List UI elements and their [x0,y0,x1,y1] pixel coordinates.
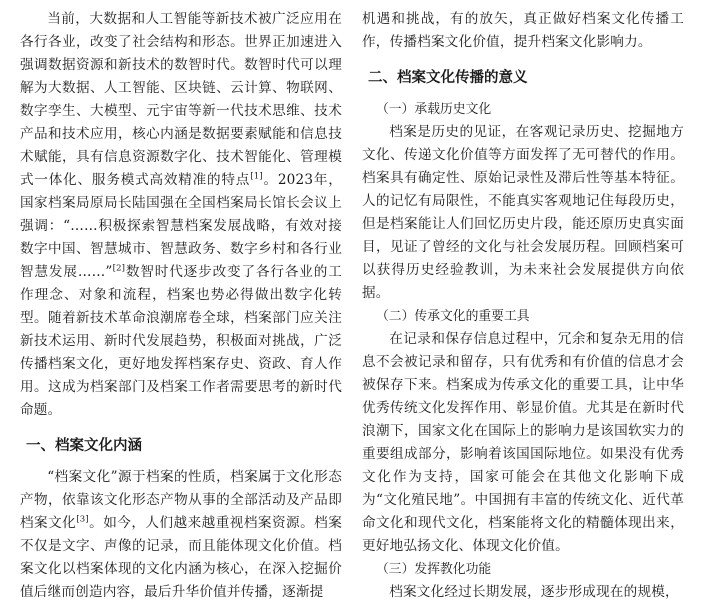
citation-ref-1: [1] [250,171,263,182]
paragraph-archive-culture-definition [20,466,342,604]
paragraph-digital-era [20,8,342,422]
paragraph-text: 当前，大数据和人工智能等新技术被广泛应用在各行各业，改变了社会结构和形态。世界正加速进入强调数据资源和新技术的数智时代。数智时代可以理解为大数据、人工智能、区块链、云计算、物联网、数字孪生、大模型、元宇宙等新一代技术思维、技术产品和技术应用，核心内涵是数据要素赋能和信息技术赋能，具有信息资源数字化、技术智能化、管理模式一体化、服务模式高效精准的特点 [20,11,342,188]
paragraph-tool: 在记录和保存信息过程中，冗余和复杂无用的信息不会被记录和留存，只有优秀和有价值的信息才会被保存下来。档案成为传承文化的重要工具，让中华优秀传统文化发挥作用、彰显价值。尤其是在新时代浪潮下，国家文化在国际上的影响力是该国软实力的重要组成部分，影响着该国国际地位。如果没有优秀文化作为支持，国家可能会在其他文化影响下成为“文化殖民地”。中国拥有丰富的传统文化、近代革命文化和现代文化，档案能将文化的精髓体现出来，更好地弘扬文化、体现文化价值。 [362,331,684,554]
citation-ref-2: [2] [112,263,126,274]
paragraph-text: 。如今，人们越来越重视档案资源。档案不仅是文字、声像的记录，而且能体现文化价值。档案文化以档案体现的文化内涵为核心，在深入挖掘价值后继而创造内容，最后升华价值并传播，逐渐提 [20,515,342,600]
right-column [362,8,684,604]
section-heading-archive-culture-connotation: 一、档案文化内涵 [26,438,142,454]
paragraph-text: 数智时代逐步改变了各行各业的工作理念、对象和流程，档案也势必得做出数字化转型。随着新技术革命浪潮席卷全球，档案部门应关注新技术运用、新时代发展趋势，积极面对挑战，广泛传播档案文化，更好地发挥档案存史、资政、育人作用。这成为档案部门及档案工作者需要思考的新时代命题。 [20,264,343,418]
subsection-heading-education: （三）发挥教化功能 [376,562,492,577]
paragraph-text: 。2023年，国家档案局原局长陆国强在全国档案局长馆长会议上强调：“……积极探索智慧档案发展战略，有效对接数字中国、智慧城市、智慧政务、数字乡村和各行业智慧发展……” [20,172,342,280]
citation-ref-3: [3] [76,514,89,525]
left-column [20,8,342,604]
subsection-heading-tool: （二）传承文化的重要工具 [376,309,530,324]
subsection-heading-history: （一）承载历史文化 [376,102,492,117]
paragraph-text: “档案文化”源于档案的性质，档案属于文化形态产物，依靠该文化形态产物从事的全部活动及产品即档案文化 [20,469,342,531]
paragraph-history: 档案是历史的见证，在客观记录历史、挖掘地方文化、传递文化价值等方面发挥了无可替代的作用。档案具有确定性、原始记录性及滞后性等基本特征。人的记忆有局限性，不能真实客观地记住每段历史，但是档案能让人们回忆历史片段，能还原历史真实面目，见证了曾经的文化与社会发展历程。回顾档案可以获得历史经验教训，为未来社会发展提供方向依据。 [362,124,684,301]
paragraph-education: 档案文化经过长期发展，逐步形成现在的规模， [389,584,679,600]
section-heading-significance: 二、档案文化传播的意义 [368,70,528,86]
paragraph-continued: 机遇和挑战，有的放矢，真正做好档案文化传播工作，传播档案文化价值，提升档案文化影响力。 [362,11,684,50]
